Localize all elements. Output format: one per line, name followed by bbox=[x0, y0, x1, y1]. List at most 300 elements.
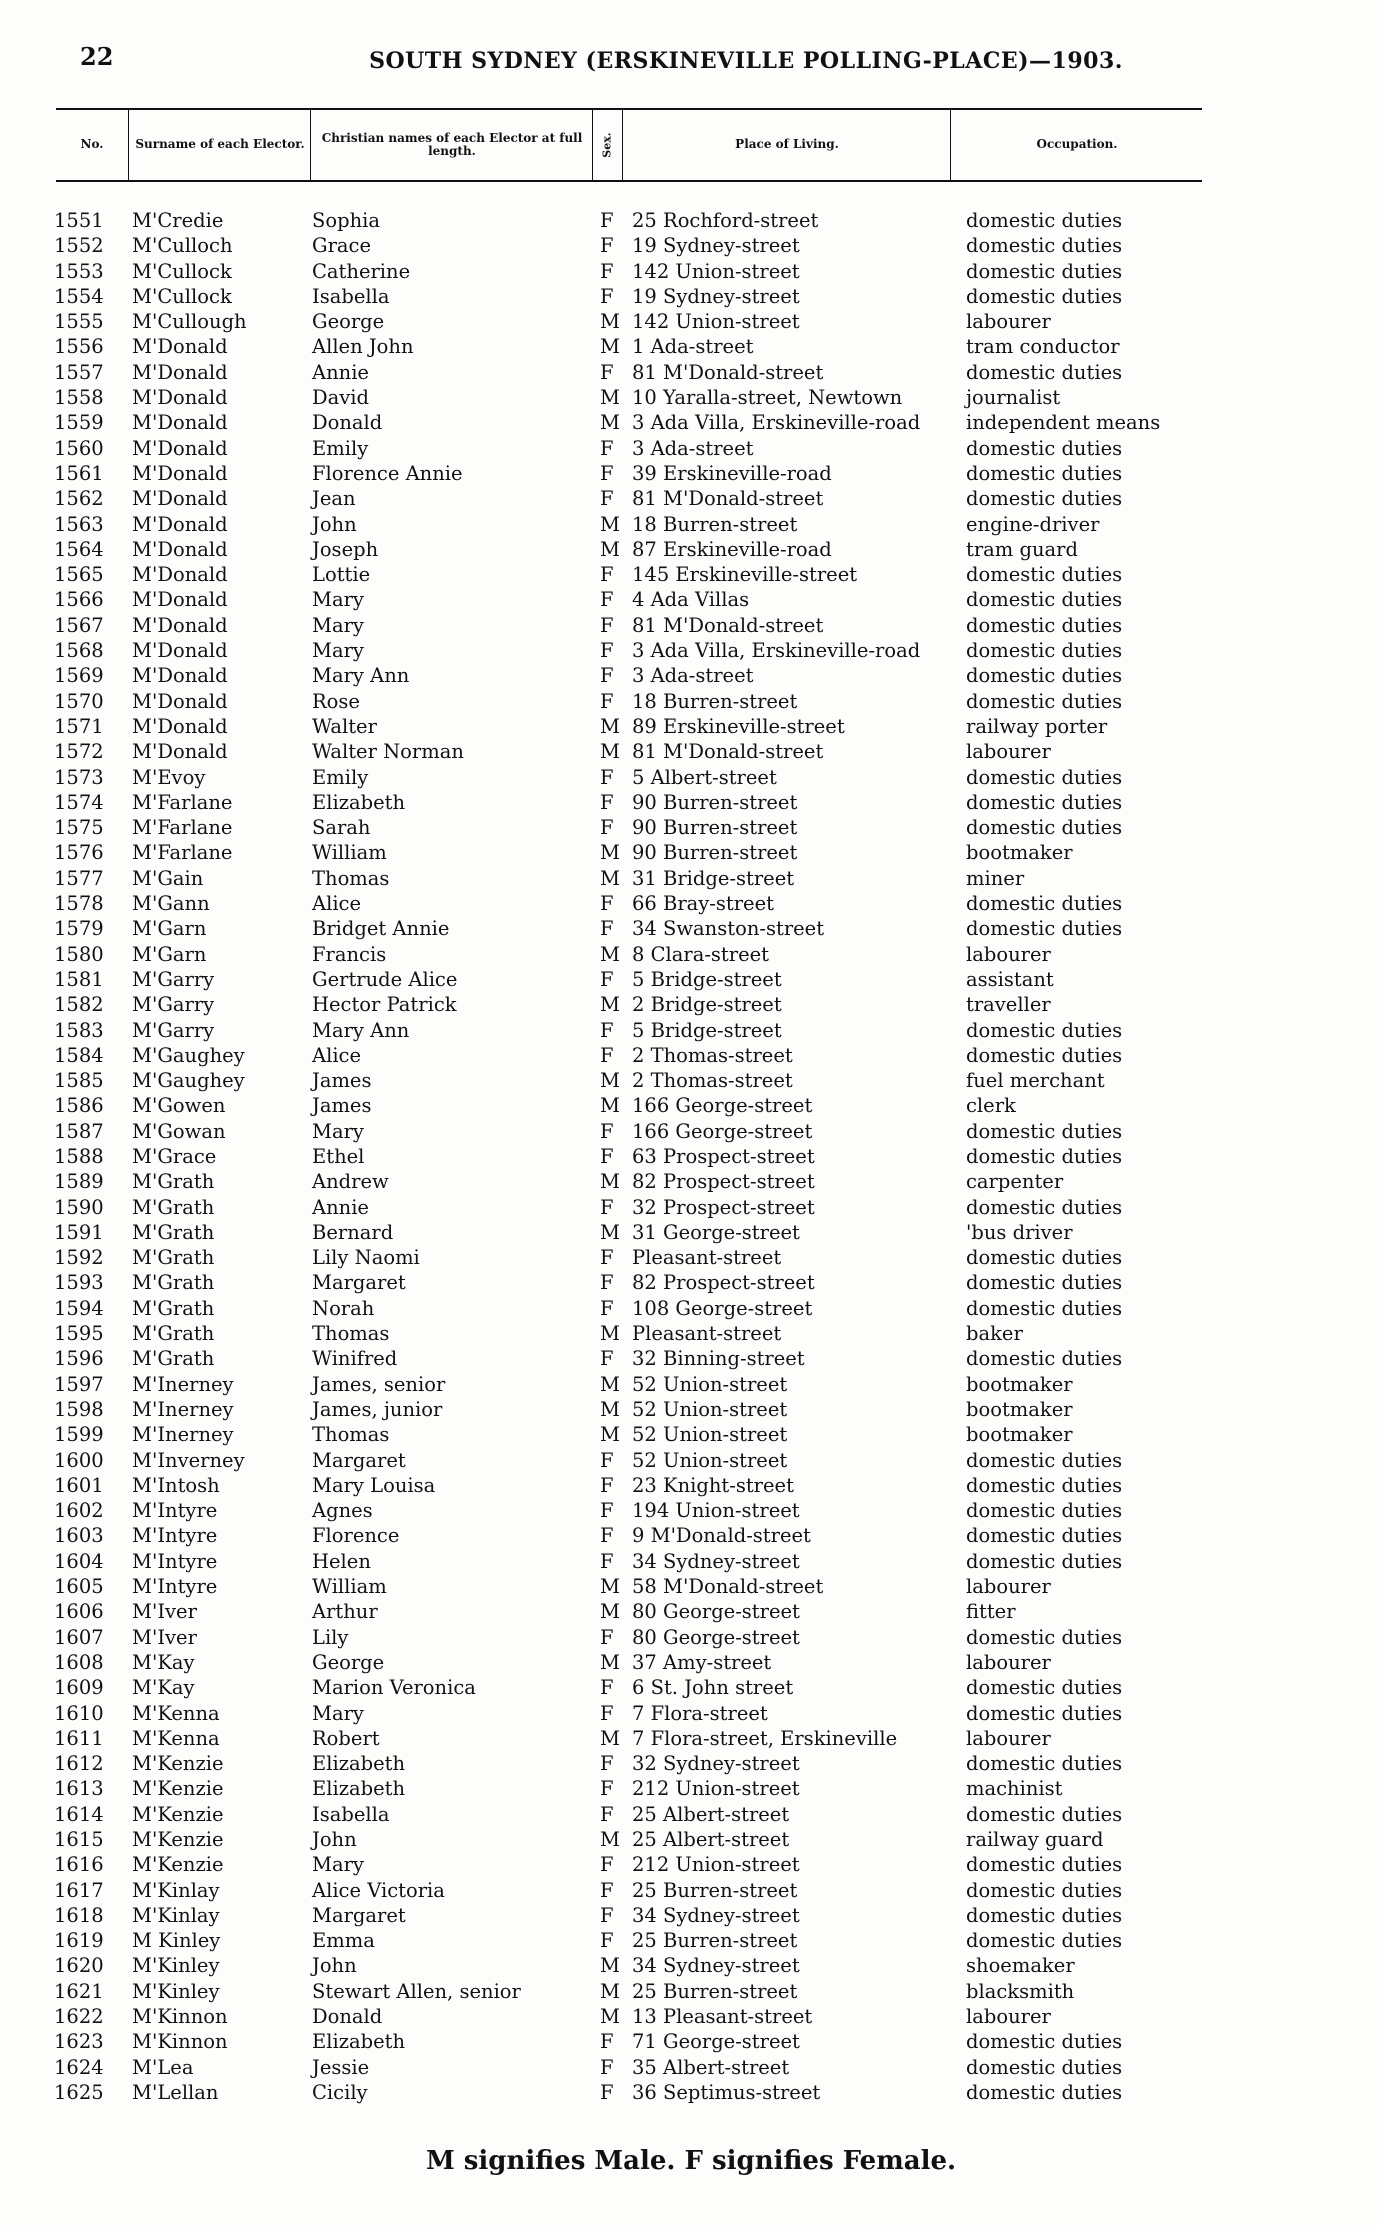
elector-surname: M'Donald bbox=[132, 335, 228, 359]
elector-occupation: domestic duties bbox=[966, 1499, 1123, 1523]
elector-number: 1577 bbox=[54, 866, 104, 890]
elector-number: 1620 bbox=[54, 1954, 104, 1978]
table-row bbox=[0, 1422, 1382, 1447]
elector-occupation: domestic duties bbox=[966, 284, 1123, 308]
elector-occupation: domestic duties bbox=[966, 1676, 1123, 1700]
elector-place-of-living: 212 Union-street bbox=[632, 1777, 800, 1801]
elector-occupation: railway porter bbox=[966, 714, 1108, 738]
elector-christian-names: Lottie bbox=[312, 563, 371, 587]
table-row bbox=[0, 2029, 1382, 2054]
table-row bbox=[0, 1321, 1382, 1346]
elector-surname: M'Intyre bbox=[132, 1524, 218, 1548]
elector-occupation: traveller bbox=[966, 993, 1051, 1017]
elector-number: 1613 bbox=[54, 1777, 104, 1801]
elector-occupation: labourer bbox=[966, 1575, 1051, 1599]
elector-number: 1593 bbox=[54, 1271, 104, 1295]
elector-occupation: blacksmith bbox=[966, 1979, 1075, 2003]
elector-surname: M'Gaughey bbox=[132, 1043, 245, 1067]
elector-sex: F bbox=[600, 1473, 614, 1497]
elector-christian-names: David bbox=[312, 386, 369, 410]
elector-sex: M bbox=[600, 1600, 620, 1624]
elector-surname: M'Intosh bbox=[132, 1473, 220, 1497]
elector-surname: M'Grace bbox=[132, 1144, 217, 1168]
elector-christian-names: Lily Naomi bbox=[312, 1246, 420, 1270]
elector-christian-names: Elizabeth bbox=[312, 790, 406, 814]
elector-sex: F bbox=[600, 1296, 614, 1320]
table-row bbox=[0, 2004, 1382, 2029]
elector-occupation: fitter bbox=[966, 1600, 1016, 1624]
elector-place-of-living: 89 Erskineville-street bbox=[632, 714, 845, 738]
elector-occupation: domestic duties bbox=[966, 1448, 1123, 1472]
table-row bbox=[0, 1852, 1382, 1877]
elector-christian-names: Margaret bbox=[312, 1448, 406, 1472]
elector-occupation: domestic duties bbox=[966, 2055, 1123, 2079]
elector-number: 1580 bbox=[54, 942, 104, 966]
elector-sex: M bbox=[600, 310, 620, 334]
elector-number: 1563 bbox=[54, 512, 104, 536]
elector-place-of-living: 90 Burren-street bbox=[632, 816, 798, 840]
elector-christian-names: Margaret bbox=[312, 1271, 406, 1295]
elector-sex: F bbox=[600, 664, 614, 688]
elector-occupation: domestic duties bbox=[966, 1043, 1123, 1067]
elector-occupation: domestic duties bbox=[966, 1802, 1123, 1826]
elector-sex: F bbox=[600, 1499, 614, 1523]
elector-sex: F bbox=[600, 917, 614, 941]
elector-place-of-living: 25 Burren-street bbox=[632, 1878, 798, 1902]
table-row bbox=[0, 1928, 1382, 1953]
elector-christian-names: Thomas bbox=[312, 1322, 390, 1346]
elector-occupation: domestic duties bbox=[966, 1929, 1123, 1953]
elector-occupation: domestic duties bbox=[966, 1625, 1123, 1649]
elector-place-of-living: 52 Union-street bbox=[632, 1423, 788, 1447]
elector-occupation: domestic duties bbox=[966, 1296, 1123, 1320]
elector-surname: M'Iver bbox=[132, 1600, 197, 1624]
elector-sex: F bbox=[600, 2055, 614, 2079]
elector-surname: M'Donald bbox=[132, 588, 228, 612]
elector-occupation: domestic duties bbox=[966, 1195, 1123, 1219]
elector-place-of-living: 52 Union-street bbox=[632, 1372, 788, 1396]
elector-surname: M'Donald bbox=[132, 512, 228, 536]
elector-number: 1616 bbox=[54, 1853, 104, 1877]
elector-sex: F bbox=[600, 1448, 614, 1472]
elector-christian-names: George bbox=[312, 1650, 385, 1674]
elector-place-of-living: 82 Prospect-street bbox=[632, 1271, 815, 1295]
table-row bbox=[0, 1195, 1382, 1220]
elector-surname: M'Evoy bbox=[132, 765, 206, 789]
elector-christian-names: Francis bbox=[312, 942, 387, 966]
elector-surname: M'Cullough bbox=[132, 310, 247, 334]
elector-place-of-living: 80 George-street bbox=[632, 1600, 800, 1624]
elector-surname: M Kinley bbox=[132, 1929, 221, 1953]
elector-sex: F bbox=[600, 1903, 614, 1927]
elector-number: 1601 bbox=[54, 1473, 104, 1497]
elector-number: 1560 bbox=[54, 436, 104, 460]
header-sex-label: Sex. bbox=[600, 132, 614, 158]
elector-christian-names: Donald bbox=[312, 411, 383, 435]
elector-number: 1574 bbox=[54, 790, 104, 814]
elector-place-of-living: 36 Septimus-street bbox=[632, 2080, 821, 2104]
elector-place-of-living: 25 Albert-street bbox=[632, 1828, 790, 1851]
elector-place-of-living: 81 M'Donald-street bbox=[632, 360, 824, 384]
elector-surname: M'Kinlay bbox=[132, 1878, 220, 1902]
elector-place-of-living: 3 Ada-street bbox=[632, 664, 754, 688]
elector-place-of-living: 5 Albert-street bbox=[632, 765, 777, 789]
elector-number: 1551 bbox=[54, 209, 104, 232]
elector-christian-names: Mary Ann bbox=[312, 664, 410, 688]
elector-place-of-living: 2 Bridge-street bbox=[632, 993, 782, 1017]
elector-place-of-living: 80 George-street bbox=[632, 1625, 800, 1649]
elector-christian-names: Walter Norman bbox=[312, 740, 464, 764]
elector-occupation: machinist bbox=[966, 1777, 1063, 1801]
elector-place-of-living: 90 Burren-street bbox=[632, 841, 798, 865]
table-row bbox=[0, 967, 1382, 992]
elector-surname: M'Kinnon bbox=[132, 2030, 228, 2054]
elector-number: 1622 bbox=[54, 2005, 104, 2029]
elector-sex: M bbox=[600, 942, 620, 966]
elector-occupation: domestic duties bbox=[966, 689, 1123, 713]
elector-place-of-living: 31 Bridge-street bbox=[632, 866, 795, 890]
table-row bbox=[0, 840, 1382, 865]
elector-surname: M'Donald bbox=[132, 537, 228, 561]
table-row bbox=[0, 1018, 1382, 1043]
elector-place-of-living: 71 George-street bbox=[632, 2030, 800, 2054]
elector-place-of-living: 7 Flora-street bbox=[632, 1701, 768, 1725]
table-row bbox=[0, 1498, 1382, 1523]
elector-number: 1610 bbox=[54, 1701, 104, 1725]
elector-number: 1598 bbox=[54, 1397, 104, 1421]
elector-place-of-living: 2 Thomas-street bbox=[632, 1069, 793, 1093]
elector-number: 1617 bbox=[54, 1878, 104, 1902]
elector-surname: M'Farlane bbox=[132, 790, 233, 814]
elector-sex: M bbox=[600, 740, 620, 764]
elector-sex: M bbox=[600, 2005, 620, 2029]
elector-number: 1570 bbox=[54, 689, 104, 713]
elector-sex: F bbox=[600, 1701, 614, 1725]
elector-number: 1572 bbox=[54, 740, 104, 764]
elector-place-of-living: 35 Albert-street bbox=[632, 2055, 790, 2079]
elector-surname: M'Gowen bbox=[132, 1094, 226, 1118]
elector-place-of-living: 52 Union-street bbox=[632, 1397, 788, 1421]
elector-place-of-living: 5 Bridge-street bbox=[632, 967, 782, 991]
elector-sex: F bbox=[600, 1549, 614, 1573]
elector-place-of-living: Pleasant-street bbox=[632, 1246, 782, 1270]
elector-number: 1602 bbox=[54, 1499, 104, 1523]
elector-surname: M'Garry bbox=[132, 1018, 215, 1042]
elector-sex: M bbox=[600, 1828, 620, 1851]
elector-christian-names: Isabella bbox=[312, 284, 390, 308]
elector-occupation: domestic duties bbox=[966, 487, 1123, 511]
elector-sex: F bbox=[600, 790, 614, 814]
table-row bbox=[0, 1751, 1382, 1776]
elector-surname: M'Garry bbox=[132, 967, 215, 991]
elector-number: 1559 bbox=[54, 411, 104, 435]
elector-number: 1573 bbox=[54, 765, 104, 789]
table-row bbox=[0, 1878, 1382, 1903]
table-row bbox=[0, 689, 1382, 714]
elector-occupation: domestic duties bbox=[966, 1549, 1123, 1573]
elector-sex: F bbox=[600, 487, 614, 511]
elector-sex: M bbox=[600, 1397, 620, 1421]
elector-occupation: tram conductor bbox=[966, 335, 1120, 359]
elector-number: 1582 bbox=[54, 993, 104, 1017]
elector-occupation: labourer bbox=[966, 740, 1051, 764]
table-row bbox=[0, 1650, 1382, 1675]
elector-occupation: domestic duties bbox=[966, 816, 1123, 840]
elector-surname: M'Intyre bbox=[132, 1549, 218, 1573]
elector-christian-names: Annie bbox=[312, 360, 369, 384]
elector-surname: M'Farlane bbox=[132, 841, 233, 865]
table-row bbox=[0, 385, 1382, 410]
elector-sex: F bbox=[600, 259, 614, 283]
elector-christian-names: Agnes bbox=[312, 1499, 373, 1523]
elector-place-of-living: 19 Sydney-street bbox=[632, 234, 800, 258]
table-row bbox=[0, 1574, 1382, 1599]
table-row bbox=[0, 1448, 1382, 1473]
table-row bbox=[0, 2080, 1382, 2105]
elector-surname: M'Kenzie bbox=[132, 1828, 224, 1851]
elector-place-of-living: 4 Ada Villas bbox=[632, 588, 750, 612]
table-row bbox=[0, 1473, 1382, 1498]
elector-place-of-living: 5 Bridge-street bbox=[632, 1018, 782, 1042]
elector-christian-names: Robert bbox=[312, 1726, 380, 1750]
elector-occupation: domestic duties bbox=[966, 1878, 1123, 1902]
elector-sex: F bbox=[600, 765, 614, 789]
elector-sex: M bbox=[600, 1069, 620, 1093]
elector-sex: F bbox=[600, 1347, 614, 1371]
elector-surname: M'Grath bbox=[132, 1170, 215, 1194]
elector-number: 1588 bbox=[54, 1144, 104, 1168]
elector-christian-names: Winifred bbox=[312, 1347, 398, 1371]
elector-number: 1611 bbox=[54, 1726, 104, 1750]
elector-place-of-living: 7 Flora-street, Erskineville bbox=[632, 1726, 898, 1750]
column-divider bbox=[128, 108, 129, 180]
elector-sex: F bbox=[600, 209, 614, 232]
elector-sex: F bbox=[600, 1524, 614, 1548]
elector-christian-names: Andrew bbox=[312, 1170, 389, 1194]
elector-occupation: domestic duties bbox=[966, 1524, 1123, 1548]
elector-sex: F bbox=[600, 1625, 614, 1649]
elector-place-of-living: 166 George-street bbox=[632, 1119, 813, 1143]
elector-number: 1552 bbox=[54, 234, 104, 258]
elector-occupation: domestic duties bbox=[966, 892, 1123, 916]
elector-place-of-living: 66 Bray-street bbox=[632, 892, 774, 916]
elector-sex: F bbox=[600, 1043, 614, 1067]
elector-occupation: domestic duties bbox=[966, 1347, 1123, 1371]
elector-number: 1615 bbox=[54, 1828, 104, 1851]
elector-surname: M'Cullock bbox=[132, 259, 232, 283]
table-row bbox=[0, 1346, 1382, 1371]
elector-christian-names: Mary bbox=[312, 613, 364, 637]
elector-sex: M bbox=[600, 714, 620, 738]
table-row bbox=[0, 1144, 1382, 1169]
elector-surname: M'Grath bbox=[132, 1347, 215, 1371]
elector-sex: M bbox=[600, 386, 620, 410]
elector-sex: F bbox=[600, 588, 614, 612]
elector-christian-names: John bbox=[312, 512, 357, 536]
elector-surname: M'Lellan bbox=[132, 2080, 219, 2104]
elector-surname: M'Cullock bbox=[132, 284, 232, 308]
elector-christian-names: Mary bbox=[312, 588, 364, 612]
elector-christian-names: Mary Ann bbox=[312, 1018, 410, 1042]
elector-christian-names: James, senior bbox=[312, 1372, 446, 1396]
table-row bbox=[0, 1953, 1382, 1978]
elector-sex: M bbox=[600, 411, 620, 435]
elector-number: 1578 bbox=[54, 892, 104, 916]
elector-surname: M'Garn bbox=[132, 917, 207, 941]
elector-place-of-living: 31 George-street bbox=[632, 1220, 800, 1244]
elector-christian-names: Jean bbox=[312, 487, 356, 511]
table-row bbox=[0, 1119, 1382, 1144]
elector-christian-names: Alice bbox=[312, 1043, 362, 1067]
elector-occupation: railway guard bbox=[966, 1828, 1104, 1851]
elector-sex: F bbox=[600, 563, 614, 587]
elector-occupation: domestic duties bbox=[966, 664, 1123, 688]
elector-occupation: miner bbox=[966, 866, 1025, 890]
elector-surname: M'Lea bbox=[132, 2055, 194, 2079]
column-divider bbox=[622, 108, 623, 180]
table-row bbox=[0, 942, 1382, 967]
elector-occupation: domestic duties bbox=[966, 790, 1123, 814]
elector-occupation: domestic duties bbox=[966, 1473, 1123, 1497]
table-row bbox=[0, 1270, 1382, 1295]
elector-sex: F bbox=[600, 1929, 614, 1953]
elector-sex: F bbox=[600, 1853, 614, 1877]
elector-christian-names: Sarah bbox=[312, 816, 371, 840]
table-row bbox=[0, 587, 1382, 612]
elector-place-of-living: Pleasant-street bbox=[632, 1322, 782, 1346]
elector-sex: M bbox=[600, 1726, 620, 1750]
elector-place-of-living: 3 Ada Villa, Erskineville-road bbox=[632, 639, 921, 663]
elector-place-of-living: 19 Sydney-street bbox=[632, 284, 800, 308]
elector-christian-names: Alice Victoria bbox=[312, 1878, 445, 1902]
elector-place-of-living: 81 M'Donald-street bbox=[632, 487, 824, 511]
elector-christian-names: Allen John bbox=[312, 335, 414, 359]
elector-surname: M'Gann bbox=[132, 892, 210, 916]
elector-occupation: domestic duties bbox=[966, 1144, 1123, 1168]
elector-sex: M bbox=[600, 1650, 620, 1674]
elector-sex: F bbox=[600, 639, 614, 663]
elector-surname: M'Kenzie bbox=[132, 1802, 224, 1826]
elector-number: 1621 bbox=[54, 1979, 104, 2003]
column-divider bbox=[592, 108, 593, 180]
elector-number: 1581 bbox=[54, 967, 104, 991]
table-row bbox=[0, 284, 1382, 309]
elector-sex: M bbox=[600, 1220, 620, 1244]
elector-number: 1609 bbox=[54, 1676, 104, 1700]
elector-number: 1567 bbox=[54, 613, 104, 637]
elector-christian-names: William bbox=[312, 1575, 387, 1599]
elector-surname: M'Donald bbox=[132, 487, 228, 511]
elector-number: 1594 bbox=[54, 1296, 104, 1320]
header-surname: Surname of each Elector. bbox=[135, 137, 305, 152]
elector-occupation: independent means bbox=[966, 411, 1161, 435]
elector-place-of-living: 9 M'Donald-street bbox=[632, 1524, 811, 1548]
elector-christian-names: Ethel bbox=[312, 1144, 365, 1168]
elector-sex: M bbox=[600, 1322, 620, 1346]
elector-place-of-living: 81 M'Donald-street bbox=[632, 613, 824, 637]
elector-place-of-living: 145 Erskineville-street bbox=[632, 563, 858, 587]
table-row bbox=[0, 790, 1382, 815]
elector-surname: M'Grath bbox=[132, 1195, 215, 1219]
table-row bbox=[0, 815, 1382, 840]
elector-occupation: domestic duties bbox=[966, 1701, 1123, 1725]
elector-number: 1612 bbox=[54, 1752, 104, 1776]
table-row bbox=[0, 1372, 1382, 1397]
elector-surname: M'Intyre bbox=[132, 1575, 218, 1599]
elector-occupation: tram guard bbox=[966, 537, 1078, 561]
elector-occupation: clerk bbox=[966, 1094, 1016, 1118]
elector-surname: M'Inverney bbox=[132, 1448, 245, 1472]
elector-sex: F bbox=[600, 461, 614, 485]
elector-place-of-living: 34 Swanston-street bbox=[632, 917, 825, 941]
elector-occupation: domestic duties bbox=[966, 1119, 1123, 1143]
elector-surname: M'Grath bbox=[132, 1322, 215, 1346]
elector-occupation: domestic duties bbox=[966, 461, 1123, 485]
elector-number: 1562 bbox=[54, 487, 104, 511]
elector-sex: F bbox=[600, 967, 614, 991]
elector-christian-names: Mary bbox=[312, 639, 364, 663]
elector-surname: M'Culloch bbox=[132, 234, 233, 258]
elector-christian-names: Isabella bbox=[312, 1802, 390, 1826]
elector-place-of-living: 3 Ada-street bbox=[632, 436, 754, 460]
elector-surname: M'Garn bbox=[132, 942, 207, 966]
page-number: 22 bbox=[80, 42, 114, 71]
elector-surname: M'Donald bbox=[132, 639, 228, 663]
elector-number: 1584 bbox=[54, 1043, 104, 1067]
elector-number: 1625 bbox=[54, 2080, 104, 2104]
elector-surname: M'Donald bbox=[132, 461, 228, 485]
elector-place-of-living: 34 Sydney-street bbox=[632, 1954, 800, 1978]
table-row bbox=[0, 1549, 1382, 1574]
elector-surname: M'Inerney bbox=[132, 1397, 234, 1421]
elector-place-of-living: 2 Thomas-street bbox=[632, 1043, 793, 1067]
elector-surname: M'Donald bbox=[132, 613, 228, 637]
elector-occupation: domestic duties bbox=[966, 259, 1123, 283]
table-row bbox=[0, 537, 1382, 562]
elector-christian-names: Joseph bbox=[312, 537, 379, 561]
elector-number: 1565 bbox=[54, 563, 104, 587]
elector-sex: F bbox=[600, 1802, 614, 1826]
elector-sex: F bbox=[600, 1144, 614, 1168]
elector-sex: F bbox=[600, 2030, 614, 2054]
elector-christian-names: Walter bbox=[312, 714, 377, 738]
elector-sex: M bbox=[600, 1170, 620, 1194]
elector-number: 1569 bbox=[54, 664, 104, 688]
table-row bbox=[0, 436, 1382, 461]
elector-place-of-living: 63 Prospect-street bbox=[632, 1144, 815, 1168]
table-row bbox=[0, 916, 1382, 941]
elector-occupation: engine-driver bbox=[966, 512, 1100, 536]
elector-occupation: shoemaker bbox=[966, 1954, 1075, 1978]
elector-number: 1587 bbox=[54, 1119, 104, 1143]
elector-christian-names: Thomas bbox=[312, 866, 390, 890]
table-row bbox=[0, 410, 1382, 435]
elector-occupation: assistant bbox=[966, 967, 1054, 991]
elector-surname: M'Grath bbox=[132, 1296, 215, 1320]
elector-occupation: domestic duties bbox=[966, 563, 1123, 587]
elector-surname: M'Kinlay bbox=[132, 1903, 220, 1927]
table-row bbox=[0, 1701, 1382, 1726]
elector-sex: M bbox=[600, 1372, 620, 1396]
elector-surname: M'Kinley bbox=[132, 1979, 220, 2003]
elector-occupation: domestic duties bbox=[966, 1018, 1123, 1042]
table-row bbox=[0, 765, 1382, 790]
elector-christian-names: Sophia bbox=[312, 209, 381, 232]
elector-place-of-living: 58 M'Donald-street bbox=[632, 1575, 824, 1599]
table-row bbox=[0, 992, 1382, 1017]
elector-place-of-living: 32 Binning-street bbox=[632, 1347, 805, 1371]
elector-number: 1575 bbox=[54, 816, 104, 840]
